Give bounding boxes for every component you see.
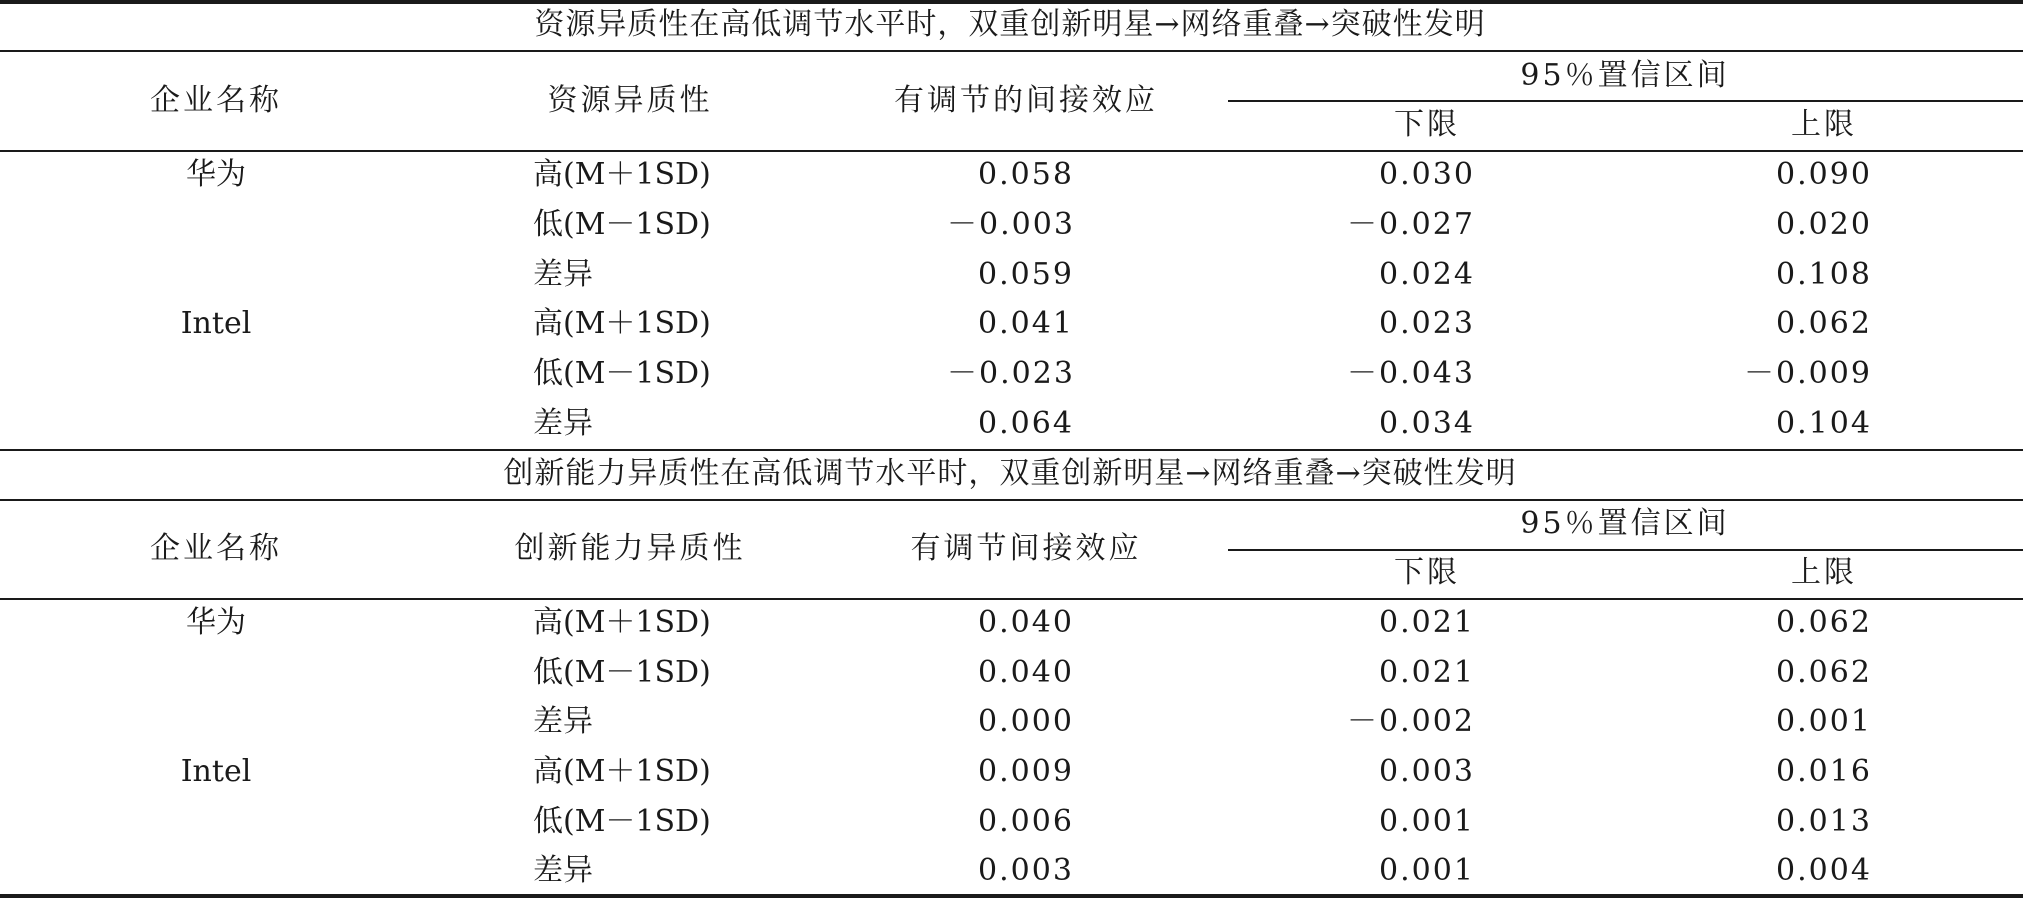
section1-row1-level: 高(M＋1SD): [533, 157, 711, 192]
section2-row5-effect: 0.006: [978, 804, 1074, 839]
top-rule: [0, 0, 2023, 4]
section1-row3-lower: 0.024: [1379, 257, 1475, 292]
section2-row1-level: 高(M＋1SD): [533, 605, 711, 640]
section1-row3-upper: 0.108: [1776, 257, 1872, 292]
section2-header-upper: 上限: [1791, 555, 1857, 590]
section2-header-ci: 95％置信区间: [1520, 506, 1730, 541]
section1-header-upper: 上限: [1791, 107, 1857, 142]
section1-row1-lower: 0.030: [1379, 157, 1475, 192]
section1-row6-level: 差异: [533, 406, 593, 441]
section2-header-rule: [0, 598, 2023, 600]
section2-top-rule: [0, 449, 2023, 451]
section1-row2-effect: －0.003: [947, 207, 1075, 242]
section1-row4-upper: 0.062: [1776, 306, 1872, 341]
section2-header-effect: 有调节间接效应: [910, 531, 1142, 566]
section2-row3-level: 差异: [533, 704, 593, 739]
section2-row6-lower: 0.001: [1379, 853, 1475, 888]
section1-row1-effect: 0.058: [978, 157, 1074, 192]
section2-row5-level: 低(M－1SD): [533, 804, 711, 839]
section1-row6-effect: 0.064: [978, 406, 1074, 441]
section1-title: 资源异质性在高低调节水平时，双重创新明星→网络重叠→突破性发明: [534, 7, 1486, 42]
section1-ci-rule: [1228, 100, 2023, 102]
section1-row4-lower: 0.023: [1379, 306, 1475, 341]
section2-row4-level: 高(M＋1SD): [533, 754, 711, 789]
section2-row5-upper: 0.013: [1776, 804, 1872, 839]
section2-row2-lower: 0.021: [1379, 655, 1475, 690]
section2-row1-company: 华为: [186, 605, 246, 640]
section1-row3-level: 差异: [533, 257, 593, 292]
section2-row1-upper: 0.062: [1776, 605, 1872, 640]
section1-header-ci: 95％置信区间: [1520, 58, 1730, 93]
section1-row3-effect: 0.059: [978, 257, 1074, 292]
section1-row1-upper: 0.090: [1776, 157, 1872, 192]
section2-row4-upper: 0.016: [1776, 754, 1872, 789]
section1-row5-lower: －0.043: [1347, 356, 1475, 391]
section1-row5-level: 低(M－1SD): [533, 356, 711, 391]
section1-row2-upper: 0.020: [1776, 207, 1872, 242]
section1-header-effect: 有调节的间接效应: [894, 83, 1158, 118]
section2-header-company: 企业名称: [150, 531, 282, 566]
section2-row4-lower: 0.003: [1379, 754, 1475, 789]
section2-row4-effect: 0.009: [978, 754, 1074, 789]
section2-row6-effect: 0.003: [978, 853, 1074, 888]
section2-row4-company: Intel: [180, 754, 252, 789]
section1-row1-company: 华为: [186, 157, 246, 192]
section1-row2-lower: －0.027: [1347, 207, 1475, 242]
section2-ci-rule: [1228, 549, 2023, 551]
section2-row3-lower: －0.002: [1347, 704, 1475, 739]
section1-row4-effect: 0.041: [978, 306, 1074, 341]
section1-row6-upper: 0.104: [1776, 406, 1872, 441]
section2-row2-level: 低(M－1SD): [533, 655, 711, 690]
section2-row6-upper: 0.004: [1776, 853, 1872, 888]
section1-row6-lower: 0.034: [1379, 406, 1475, 441]
section2-title: 创新能力异质性在高低调节水平时，双重创新明星→网络重叠→突破性发明: [503, 456, 1517, 491]
section2-row2-effect: 0.040: [978, 655, 1074, 690]
section1-row2-level: 低(M－1SD): [533, 207, 711, 242]
section1-row5-effect: －0.023: [947, 356, 1075, 391]
section1-row5-upper: －0.009: [1744, 356, 1872, 391]
section2-row2-upper: 0.062: [1776, 655, 1872, 690]
bottom-rule: [0, 894, 2023, 898]
section1-header-company: 企业名称: [150, 83, 282, 118]
section2-header-lower: 下限: [1394, 555, 1460, 590]
section1-header-lower: 下限: [1394, 107, 1460, 142]
section2-row3-effect: 0.000: [978, 704, 1074, 739]
section1-header-rule: [0, 150, 2023, 152]
section1-row4-company: Intel: [180, 306, 252, 341]
section1-header-moderator: 资源异质性: [547, 83, 713, 118]
section2-header-moderator: 创新能力异质性: [514, 531, 746, 566]
section2-row1-lower: 0.021: [1379, 605, 1475, 640]
section2-row1-effect: 0.040: [978, 605, 1074, 640]
section2-row5-lower: 0.001: [1379, 804, 1475, 839]
section2-title-rule: [0, 499, 2023, 501]
section2-row3-upper: 0.001: [1776, 704, 1872, 739]
section1-row4-level: 高(M＋1SD): [533, 306, 711, 341]
section2-row6-level: 差异: [533, 853, 593, 888]
section1-title-rule: [0, 50, 2023, 52]
